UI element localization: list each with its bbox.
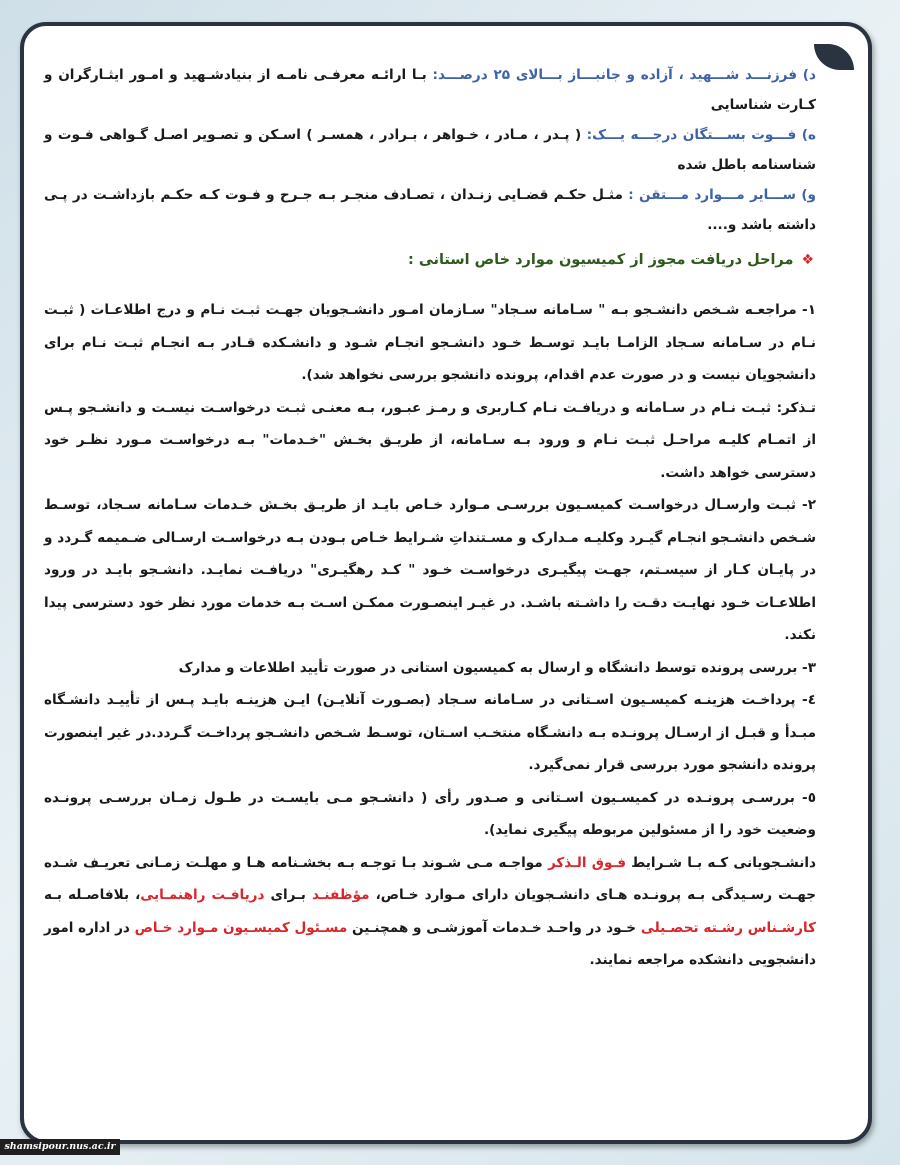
item-h-text: ( پـدر ، مـادر ، خـواهر ، بـرادر ، همسـر ) اسـکن و تصـویر اصـل گـواهی فـوت و شناسنامه باطل شده xyxy=(44,127,816,173)
item-v xyxy=(44,180,816,240)
item-v-text: مثـل حکـم قضـایی زنـدان ، تصـادف منجـر بـه جـرح و فـوت کـه حکـم بازداشـت در پـی داشته باشد و.... xyxy=(44,187,816,233)
final-text-3: بـرای xyxy=(264,887,312,903)
document-content xyxy=(44,60,816,977)
paragraph-step-2: ۲- ثبـت وارسـال درخواسـت کمیسـیون بررسـی مـوارد خـاص بایـد از طریـق بخـش خـدمات سـامانه سـجاد، توسـط شـخص دانشـجو انجـام گیـرد وکلیـه مـدارک و مسـتنداتِ شـرایط خـاص بـودن بـه درخواسـت ارسـالی ضـمیمه گـردد و در پایـان کـار از سیسـتم، جهـت پیگیـری درخواسـت خـود " کـد رهگیـری" دریافـت نمایـد. دانشـجو بایـد در ورود اطلاعـات خـود نهایـت دقـت را داشـته باشـد. در غیـر اینصـورت ممکـن اسـت بـه خدمات مورد نظر خود دسترسی پیدا نکند. xyxy=(44,497,816,643)
item-d-text: بـا ارائـه معرفـی نامـه از بنیادشـهید و امـور ایثـارگران و کـارت شناسایی xyxy=(44,67,816,113)
frame-corner-decoration xyxy=(814,44,854,70)
diamond-bullet-icon: ❖ xyxy=(801,252,814,268)
final-text-2: مواجـه مـی شـوند بـا توجـه بـه بخشـنامه هـا و مهلـت زمـانی تعریـف شـده جهـت رسـیدگی بـه پرونـده هـای دانشـجویان دارای مـوارد خـاص، xyxy=(44,854,816,903)
footer-url[interactable]: shamsipour.nus.ac.ir xyxy=(0,1139,120,1155)
final-text-5: خـود در واحـد خـدمات آموزشـی و همچنـین xyxy=(347,919,641,936)
section-heading xyxy=(44,252,816,268)
paragraph-step-5: ٥- بررسـی پرونـده در کمیسـیون اسـتانی و صـدور رأی ( دانشـجو مـی بایسـت در طـول زمـان بررسـی پرونـده وضعیت خود را از مسئولین مربوطه پیگیری نماید). xyxy=(44,789,816,838)
final-highlight-4: کارشـناس رشـته تحصـیلی xyxy=(640,919,816,936)
item-v-label: و) ســـایر مـــوارد مـــتقن : xyxy=(628,187,817,203)
item-h xyxy=(44,120,816,180)
paragraph-step-4: ٤- پرداخـت هزینـه کمیسـیون اسـتانی در سـامانه سـجاد (بصـورت آنلایـن) ایـن هزینـه بایـد پـس از تأییـد دانشـگاه مبـدأ و قبـل از ارسـال پرونـده بـه دانشـگاه منتخـب اسـتان، توسـط شـخص دانشـجو پرداخـت گـردد.در غیر اینصورت پرونده دانشجو مورد بررسی قرار نمی‌گیرد. xyxy=(44,692,816,773)
item-d-label: د) فرزنـــد شـــهید ، آزاده و جانبـــاز بـــالای ۲۵ درصـــد: xyxy=(432,67,816,83)
section-title: مراحل دریافت مجوز از کمیسیون موارد خاص استانی : xyxy=(408,252,794,268)
final-highlight-3: دریافـت راهنمـایی xyxy=(140,887,265,903)
final-text-1: دانشـجویانی کـه بـا شـرایط xyxy=(626,854,816,871)
final-text-6: در اداره امور دانشجویی دانشکده مراجعه نمایند. xyxy=(44,919,816,968)
paragraph-step-1: ۱- مراجعـه شـخص دانشـجو بـه " سـامانه سـجاد" سـازمان امـور دانشـجویان جهـت ثبـت نـام و درج اطلاعـات ( ثبـت نـام در سـامانه سـجاد الزامـا بایـد توسـط خـود دانشـجو انجـام شـود و دانشـکده قـادر بـه انجـام ثبـت نـام برای دانشجویان نیست و در صورت عدم اقدام، پرونده دانشجو بررسی نخواهد شد). xyxy=(44,302,816,383)
final-highlight-2: مؤظفنـد xyxy=(311,887,370,903)
item-d xyxy=(44,60,816,120)
paragraph-step-3: ۳- بررسی پرونده توسط دانشگاه و ارسال به کمیسیون استانی در صورت تأیید اطلاعات و مدارک xyxy=(178,659,816,676)
final-text-4: ، بلافاصـله بـه xyxy=(44,887,141,903)
paragraph-note: تـذکر: ثبـت نـام در سـامانه و دریافـت نـام کـاربری و رمـز عبـور، بـه معنـی ثبـت درخواسـت نیسـت و دانشـجو پـس از اتمـام کلیـه مراحـل ثبـت نـام و ورود بـه سـامانه، از طریـق بخـش "خـدمات" بـه درخواسـت مـورد نظـر خود دسترسی خواهد داشت. xyxy=(44,399,816,481)
final-highlight-1: فـوق الـذکر xyxy=(547,854,627,871)
item-h-label: ه) فـــوت بســـتگان درجـــه یـــک: xyxy=(586,127,816,143)
final-highlight-5: مسـئول کمیسـیون مـوارد خـاص xyxy=(134,919,348,936)
paragraph-final xyxy=(44,847,816,977)
